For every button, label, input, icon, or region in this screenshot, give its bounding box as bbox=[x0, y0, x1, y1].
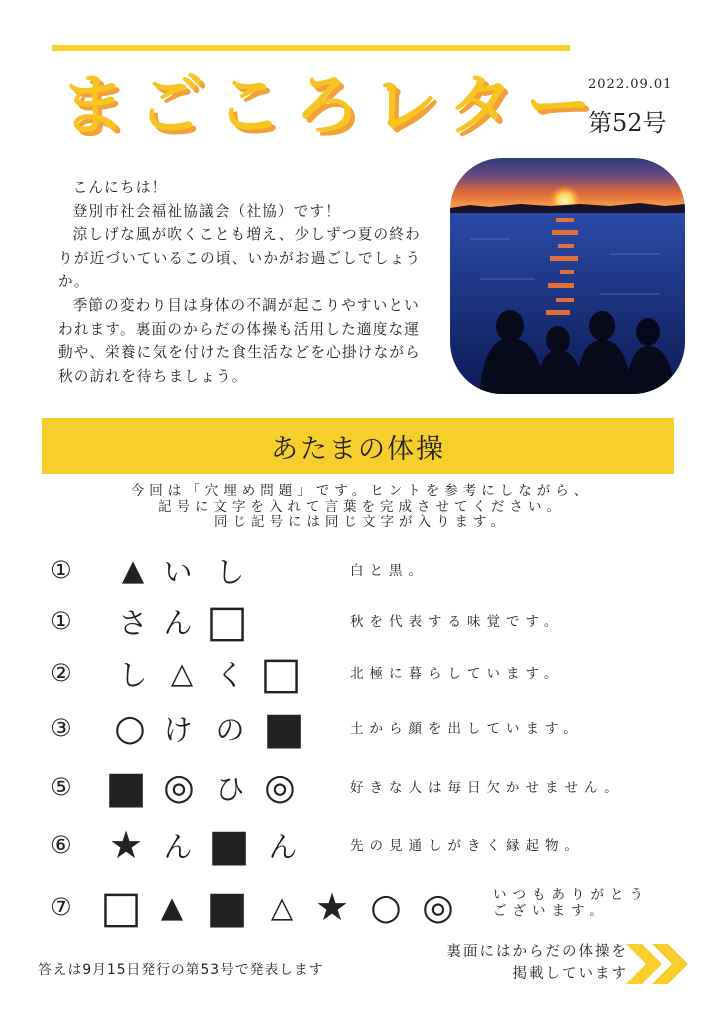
puzzle-char: し bbox=[215, 554, 245, 589]
puzzle-hint: 先の見通しがきく縁起物。 bbox=[350, 838, 584, 854]
back-page-note bbox=[408, 941, 628, 985]
puzzle-hint bbox=[493, 887, 649, 919]
puzzle-char: け bbox=[163, 712, 193, 747]
puzzle-row bbox=[0, 703, 723, 753]
puzzle-char: さ bbox=[118, 605, 148, 640]
intro-paragraph: こんにちは！ bbox=[72, 179, 168, 196]
puzzle-symbol-black-star: ★ bbox=[108, 823, 144, 867]
puzzle-symbol-white-square: □ bbox=[206, 595, 248, 647]
puzzle-symbol-black-square: ■ bbox=[263, 702, 305, 754]
intro-paragraph: 季節の変わり目は身体の不調が起こりやすいといわれます。裏面のからだの体操も活用した適度な運動や、栄養に気を付けた食生活などを心掛けながら秋の訪れを待ちましょう。 bbox=[58, 296, 421, 385]
section-header bbox=[42, 418, 674, 474]
puzzle-symbol-white-triangle: △ bbox=[170, 656, 194, 690]
intro-paragraph: 涼しげな風が吹くことも増え、少しずつ夏の終わりが近づいているこの頃、いかがお過ごしでしょうか。 bbox=[58, 226, 422, 291]
back-page-note-line: 裏面にはからだの体操を bbox=[446, 944, 628, 960]
puzzle-hint: 北極に暮らしています。 bbox=[350, 666, 564, 682]
puzzle-number: ⑦ bbox=[50, 893, 72, 921]
puzzle-symbol-bullseye: ◎ bbox=[422, 886, 454, 928]
back-page-note-line: 掲載しています bbox=[512, 966, 628, 982]
puzzle-hint: 白と黒。 bbox=[350, 563, 428, 579]
puzzle-symbol-white-circle: ○ bbox=[370, 886, 402, 928]
puzzle-symbol-black-square: ■ bbox=[105, 761, 147, 813]
puzzle-number: ② bbox=[50, 659, 72, 687]
puzzle-number: ⑤ bbox=[50, 773, 72, 801]
puzzle-hint: 土から顔を出しています。 bbox=[350, 721, 583, 737]
instruction-line: 今回は「穴埋め問題」です。ヒントを参考にしながら、 bbox=[130, 483, 593, 499]
puzzle-row bbox=[0, 762, 723, 812]
puzzle-row bbox=[0, 882, 723, 932]
intro-text bbox=[58, 176, 428, 388]
double-chevron-right-icon bbox=[622, 940, 692, 992]
puzzle-char: ん bbox=[268, 829, 298, 864]
puzzle-symbol-black-star: ★ bbox=[314, 885, 350, 929]
puzzle-hint: 好きな人は毎日欠かせません。 bbox=[350, 780, 624, 796]
sunset-lake-image bbox=[450, 158, 685, 394]
puzzle-row bbox=[0, 648, 723, 698]
puzzle-symbol-black-triangle: ▲ bbox=[121, 553, 145, 587]
puzzle-row bbox=[0, 545, 723, 595]
puzzle-char: ん bbox=[163, 829, 193, 864]
instruction-line: 同じ記号には同じ文字が入ります。 bbox=[214, 514, 509, 530]
puzzle-row bbox=[0, 596, 723, 646]
puzzle-char: ん bbox=[163, 605, 193, 640]
puzzle-symbol-bullseye: ◎ bbox=[264, 766, 296, 808]
puzzle-symbol-white-triangle: △ bbox=[270, 890, 294, 924]
puzzle-char: し bbox=[118, 657, 148, 692]
issue-number: 第52号 bbox=[588, 109, 667, 137]
puzzle-instructions bbox=[40, 484, 683, 531]
puzzle-number: ① bbox=[50, 556, 72, 584]
puzzle-char: の bbox=[215, 712, 245, 747]
puzzle-char: ひ bbox=[215, 771, 245, 806]
section-title: あたまの体操 bbox=[271, 433, 445, 465]
puzzle-symbol-white-circle: ○ bbox=[114, 707, 146, 749]
newsletter-title: まごころレター bbox=[60, 67, 604, 144]
puzzle-symbol-black-square: ■ bbox=[206, 881, 248, 933]
sunset-photo bbox=[450, 158, 685, 394]
puzzle-number: ③ bbox=[50, 714, 72, 742]
intro-paragraph: 登別市社会福祉協議会（社協）です！ bbox=[72, 202, 342, 220]
puzzle-hint-line: ございます。 bbox=[493, 903, 609, 919]
puzzle-char: い bbox=[163, 554, 193, 589]
top-accent-bar bbox=[52, 45, 570, 51]
puzzle-symbol-black-square: ■ bbox=[208, 819, 250, 871]
answer-announcement: 答えは9月15日発行の第53号で発表します bbox=[38, 962, 324, 978]
instruction-line: 記号に文字を入れて言葉を完成させてください。 bbox=[158, 498, 565, 515]
puzzle-number: ⑥ bbox=[50, 831, 72, 859]
puzzle-char: く bbox=[215, 657, 245, 692]
puzzle-symbol-white-square: □ bbox=[100, 881, 142, 933]
puzzle-hint-line: いつもありがとう bbox=[493, 887, 649, 903]
puzzle-symbol-bullseye: ◎ bbox=[163, 766, 195, 808]
puzzle-symbol-black-triangle: ▲ bbox=[160, 890, 184, 924]
puzzle-row bbox=[0, 820, 723, 870]
puzzle-number: ① bbox=[50, 607, 72, 635]
issue-date: 2022.09.01 bbox=[588, 77, 673, 92]
puzzle-symbol-white-square: □ bbox=[260, 647, 302, 699]
puzzle-hint: 秋を代表する味覚です。 bbox=[350, 614, 564, 630]
